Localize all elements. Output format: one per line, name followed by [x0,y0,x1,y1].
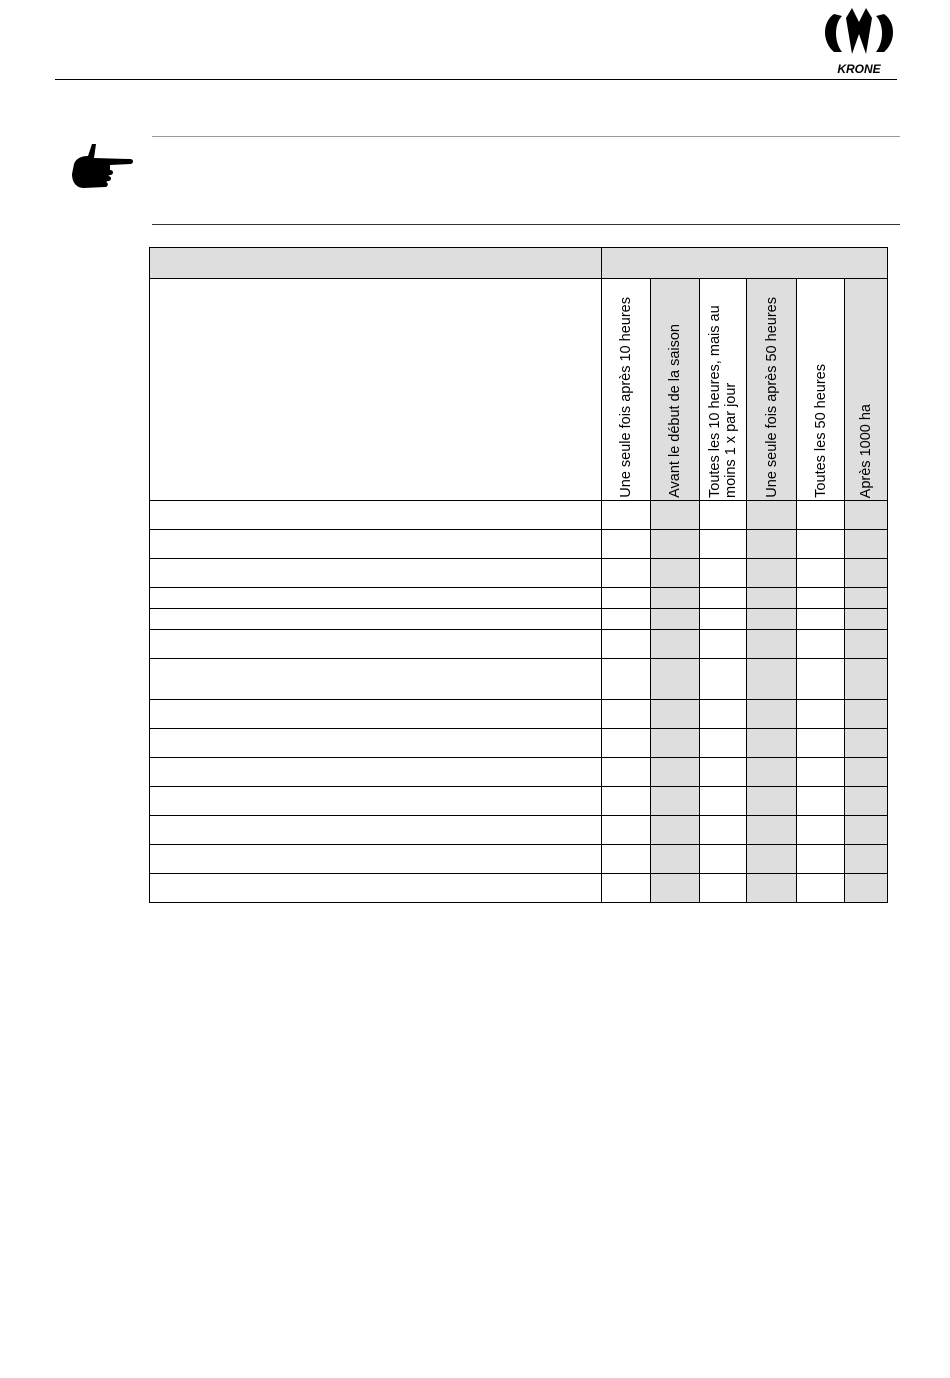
krone-logo-icon [820,4,898,76]
interval-cell [602,630,651,659]
interval-cell [602,787,651,816]
task-cell [150,729,602,758]
interval-label: Avant le début de la saison [667,324,683,498]
interval-cell [797,845,845,874]
task-cell [150,588,602,609]
task-cell [150,559,602,588]
task-cell [150,659,602,700]
interval-cell [651,729,700,758]
interval-header-cell [797,279,845,501]
interval-cell [602,758,651,787]
interval-cell [700,700,747,729]
interval-cell [602,588,651,609]
interval-cell [651,501,700,530]
table-row [150,659,888,700]
interval-cell [797,609,845,630]
task-cell [150,758,602,787]
interval-cell [700,609,747,630]
interval-cell [651,700,700,729]
interval-cell [700,501,747,530]
interval-cell [700,659,747,700]
interval-cell [845,659,888,700]
interval-cell [797,816,845,845]
interval-cell [797,787,845,816]
interval-cell [651,816,700,845]
interval-cell [700,559,747,588]
interval-cell [845,588,888,609]
interval-cell [602,845,651,874]
interval-label: Après 1000 ha [858,403,875,498]
interval-cell [700,588,747,609]
header-rule [55,79,897,80]
interval-header-row [150,279,888,501]
interval-cell [845,845,888,874]
task-cell [150,874,602,903]
interval-cell [747,845,797,874]
interval-cell [651,845,700,874]
note-rule-top [152,136,900,137]
header-cell-task [150,248,602,279]
pointing-hand-icon [70,142,134,192]
interval-header-cell [602,279,651,501]
task-cell [150,787,602,816]
interval-cell [797,758,845,787]
table-row [150,700,888,729]
interval-cell [747,787,797,816]
task-cell [150,501,602,530]
interval-cell [797,659,845,700]
note-rule-bottom [152,224,900,225]
interval-cell [651,530,700,559]
interval-cell [797,729,845,758]
table-row [150,874,888,903]
interval-cell [602,874,651,903]
task-cell [150,816,602,845]
interval-cell [797,588,845,609]
table-row [150,501,888,530]
interval-cell [651,609,700,630]
task-cell [150,530,602,559]
logo-text: KRONE [837,62,881,76]
table-row [150,845,888,874]
table-row [150,729,888,758]
interval-cell [845,729,888,758]
interval-cell [747,729,797,758]
interval-cell [797,700,845,729]
interval-cell [797,630,845,659]
interval-cell [845,816,888,845]
table-row [150,630,888,659]
interval-cell [700,845,747,874]
interval-cell [747,816,797,845]
interval-cell [700,630,747,659]
task-cell [150,700,602,729]
table-top-header-row [150,248,888,279]
interval-cell [651,787,700,816]
interval-cell [797,501,845,530]
interval-cell [747,700,797,729]
interval-cell [845,700,888,729]
interval-cell [845,501,888,530]
interval-cell [747,588,797,609]
maintenance-table [149,247,888,903]
table-row [150,787,888,816]
table-row [150,530,888,559]
interval-cell [602,659,651,700]
interval-cell [651,659,700,700]
interval-cell [700,729,747,758]
interval-label: Toutes les 50 heures [812,364,829,498]
interval-cell [602,729,651,758]
interval-cell [747,609,797,630]
interval-cell [700,787,747,816]
interval-header-cell [700,279,747,501]
interval-label: Une seule fois après 10 heures [618,297,634,498]
header-cell-blank [150,279,602,501]
interval-cell [845,630,888,659]
interval-cell [651,588,700,609]
interval-cell [602,501,651,530]
interval-cell [845,787,888,816]
interval-cell [845,559,888,588]
interval-cell [700,758,747,787]
interval-cell [747,530,797,559]
interval-cell [602,816,651,845]
interval-cell [602,700,651,729]
interval-cell [747,559,797,588]
interval-cell [747,630,797,659]
interval-cell [797,530,845,559]
interval-header-cell [747,279,797,501]
interval-cell [845,530,888,559]
interval-cell [747,659,797,700]
interval-cell [602,559,651,588]
interval-cell [845,609,888,630]
interval-cell [651,630,700,659]
interval-cell [747,874,797,903]
interval-cell [700,874,747,903]
table-row [150,758,888,787]
interval-header-cell [845,279,888,501]
interval-cell [845,758,888,787]
interval-cell [700,816,747,845]
table-row [150,816,888,845]
interval-header-cell [651,279,700,501]
interval-cell [602,609,651,630]
interval-label: Une seule fois après 50 heures [763,297,780,498]
interval-cell [797,874,845,903]
interval-cell [845,874,888,903]
interval-cell [797,559,845,588]
table-row [150,588,888,609]
table-row [150,609,888,630]
table-row [150,559,888,588]
task-cell [150,630,602,659]
interval-cell [651,758,700,787]
interval-label: Toutes les 10 heures, mais au moins 1 x par jour [707,305,739,498]
task-cell [150,845,602,874]
task-cell [150,609,602,630]
interval-cell [602,530,651,559]
interval-cell [700,530,747,559]
header-cell-intervals [602,248,888,279]
interval-cell [651,874,700,903]
interval-cell [747,501,797,530]
interval-cell [651,559,700,588]
interval-cell [747,758,797,787]
